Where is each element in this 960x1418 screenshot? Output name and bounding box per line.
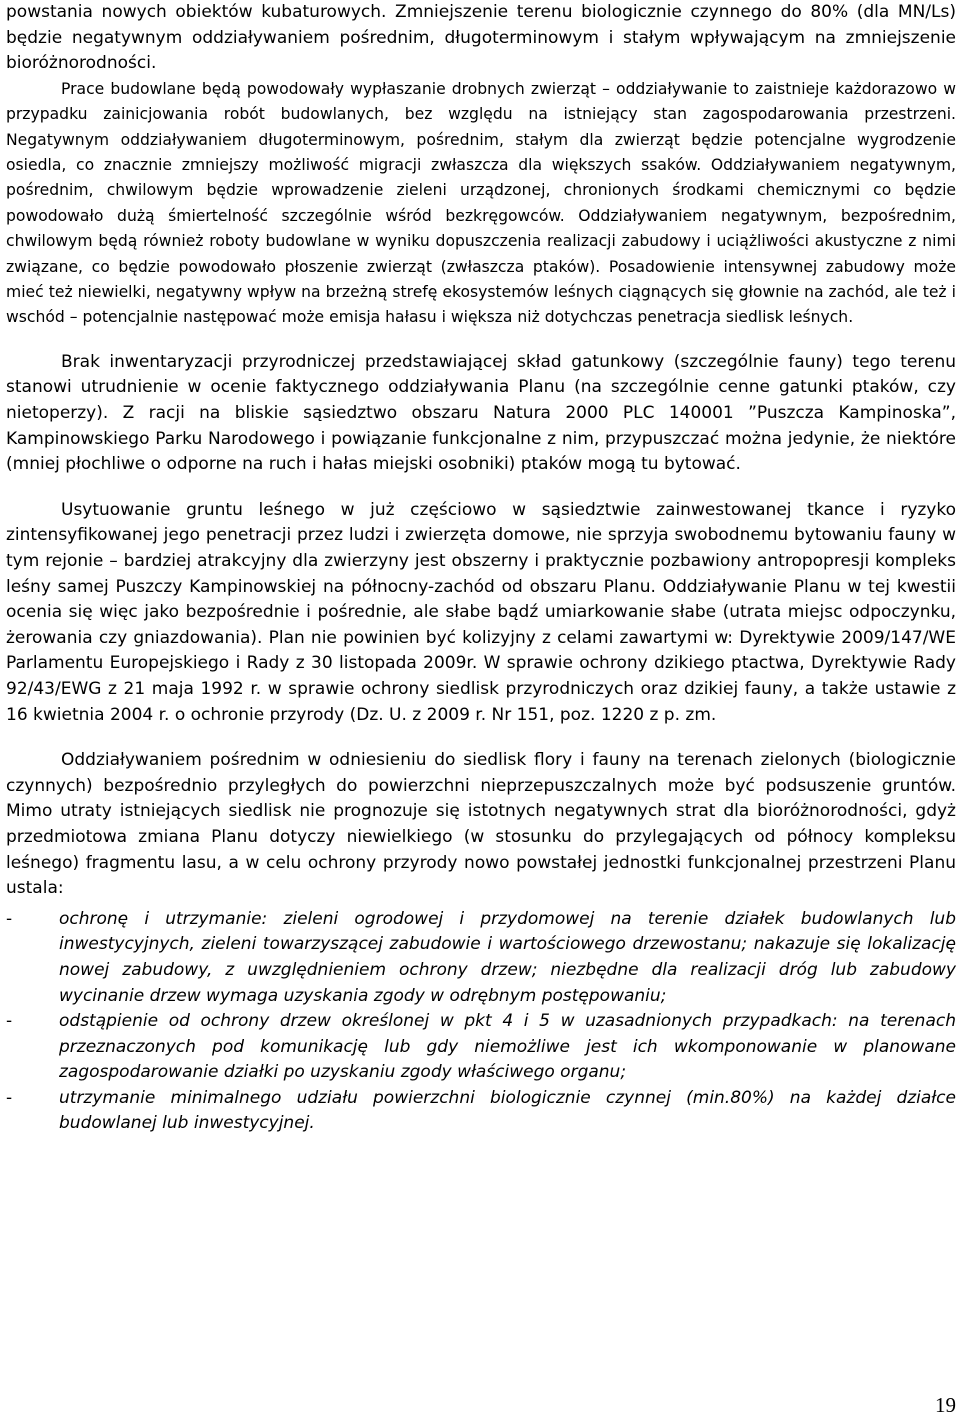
paragraph-indirect-impact: Oddziaływaniem pośrednim w odniesieniu do siedlisk flory i fauny na terenach zielonych (biologicznie czynnych) bezpośrednio przyległych do powierzchni nieprzepuszczalnych może być podsuszenie gruntów. Mimo utraty istniejących siedlisk nie prognozuje się istotnych negatywnych strat dla bioróżnorodności, gdyż przedmiotowa zmiana Planu dotyczy niewielkiego (w stosunku do przylegających od północy kompleksu leśnego) fragmentu lasu, a w celu ochrony przyrody nowo powstałej jednostki funkcjonalnej przestrzeni Planu ustala: — [6, 750, 956, 899]
provisions-list — [6, 907, 956, 1137]
list-dash: - — [6, 908, 13, 929]
list-item-text: utrzymanie minimalnego udziału powierzchni biologicznie czynnej (min.80%) na każdej działce budowlanej lub inwestycyjnej. — [59, 1087, 956, 1134]
list-dash: - — [6, 1011, 13, 1032]
list-item — [6, 907, 956, 1009]
page-number: 19 — [935, 1393, 956, 1417]
paragraph-construction-impact: Prace budowlane będą powodowały wypłaszanie drobnych zwierząt – oddziaływanie to zaistnieje każdorazowo w przypadku zainicjowania robót budowlanych, bez względu na istniejący stan zagospodarowania przestrzeni. Negatywnym oddziaływaniem długoterminowym, pośrednim, stałym dla zwierząt będzie potencjalne wygrodzenie osiedla, co znacznie zmniejszy możliwość migracji zwłaszcza dla większych ssaków. Oddziaływaniem negatywnym, pośrednim, chwilowym będzie wprowadzenie zieleni urządzonej, chronionych środkami chemicznymi co będzie powodowało dużą śmiertelność szczególnie wśród bezkręgowców. Oddziaływaniem negatywnym, bezpośrednim, chwilowym będą również roboty budowlane w wyniku dopuszczenia realizacji zabudowy i uciążliwości akustyczne z nimi związane, co będzie powodowało płoszenie zwierząt (zwłaszcza ptaków). Posadowienie intensywnej zabudowy może mieć też niewielki, negatywny wpływ na brzeżną strefę ekosystemów leśnych ciągnących się głownie na zachód, ale też i wschód – potencjalnie następować może emisja hałasu i większa niż dotychczas penetracja siedlisk leśnych. — [6, 79, 956, 327]
paragraph-forest-land: Usytuowanie gruntu leśnego w już częściowo w sąsiedztwie zainwestowanej tkance i ryzyko zintensyfikowanej jego penetracji przez ludzi i zwierzęta domowe, nie sprzyja swobodnemu bytowaniu fauny w tym rejonie – bardziej atrakcyjny dla zwierzyny jest obszerny i praktycznie pozbawiony antropopresji kompleks leśny samej Puszczy Kampinowskiej na północny-zachód od obszaru Planu. Oddziaływanie Planu w tej kwestii ocenia się więc jako bezpośrednie i pośrednie, ale słabe bądź umiarkowanie słabe (utrata miejsc odpoczynku, żerowania czy gniazdowania). Plan nie powinien być kolizyjny z celami zawartymi w: Dyrektywie 2009/147/WE Parlamentu Europejskiego i Rady z 30 listopada 2009r. W sprawie ochrony dzikiego ptactwa, Dyrektywie Rady 92/43/EWG z 21 maja 1992 r. w sprawie ochrony siedlisk przyrodniczych oraz dzikiej fauny, a także ustawie z 16 kwietnia 2004 r. o ochronie przyrody (Dz. U. z 2009 r. Nr 151, poz. 1220 z p. zm. — [6, 499, 956, 725]
paragraph-inventory: Brak inwentaryzacji przyrodniczej przedstawiającej skład gatunkowy (szczególnie fauny) tego terenu stanowi utrudnienie w ocenie faktycznego oddziaływania Planu (na szczególnie cenne gatunki ptaków, czy nietoperzy). Z racji na bliskie sąsiedztwo obszaru Natura 2000 PLC 140001 ”Puszcza Kampinoska”, Kampinowskiego Parku Narodowego i powiązanie funkcjonalne z nim, przypuszczać można jedynie, że niektóre (mniej płochliwe o odporne na ruch i hałas miejski osobniki) ptaków mogą tu bytować. — [6, 351, 956, 475]
document-page — [6, 0, 956, 1137]
list-dash: - — [6, 1087, 13, 1108]
list-item-text: ochronę i utrzymanie: zieleni ogrodowej i przydomowej na terenie działek budowlanych lub inwestycyjnych, zieleni towarzyszącej zabudowie i wartościowego drzewostanu; nakazuje się lokalizację nowej zabudowy, z uwzględnieniem ochrony drzew; niezbędne dla realizacji dróg lub zabudowy wycinanie drzew wymaga uzyskania zgody w odrębnym postępowaniu; — [59, 908, 956, 1006]
list-item — [6, 1009, 956, 1086]
list-item — [6, 1086, 956, 1137]
intro-paragraph: powstania nowych obiektów kubaturowych. Zmniejszenie terenu biologicznie czynnego do 80% (dla MN/Ls) będzie negatywnym oddziaływaniem pośrednim, długoterminowym i stałym wpływającym na zmniejszenie bioróżnorodności. — [6, 2, 956, 74]
list-item-text: odstąpienie od ochrony drzew określonej w pkt 4 i 5 w uzasadnionych przypadkach: na terenach przeznaczonych pod komunikację lub gdy niemożliwe jest ich wkomponowanie w planowane zagospodarowanie działki po uzyskaniu zgody właściwego organu; — [59, 1011, 956, 1083]
